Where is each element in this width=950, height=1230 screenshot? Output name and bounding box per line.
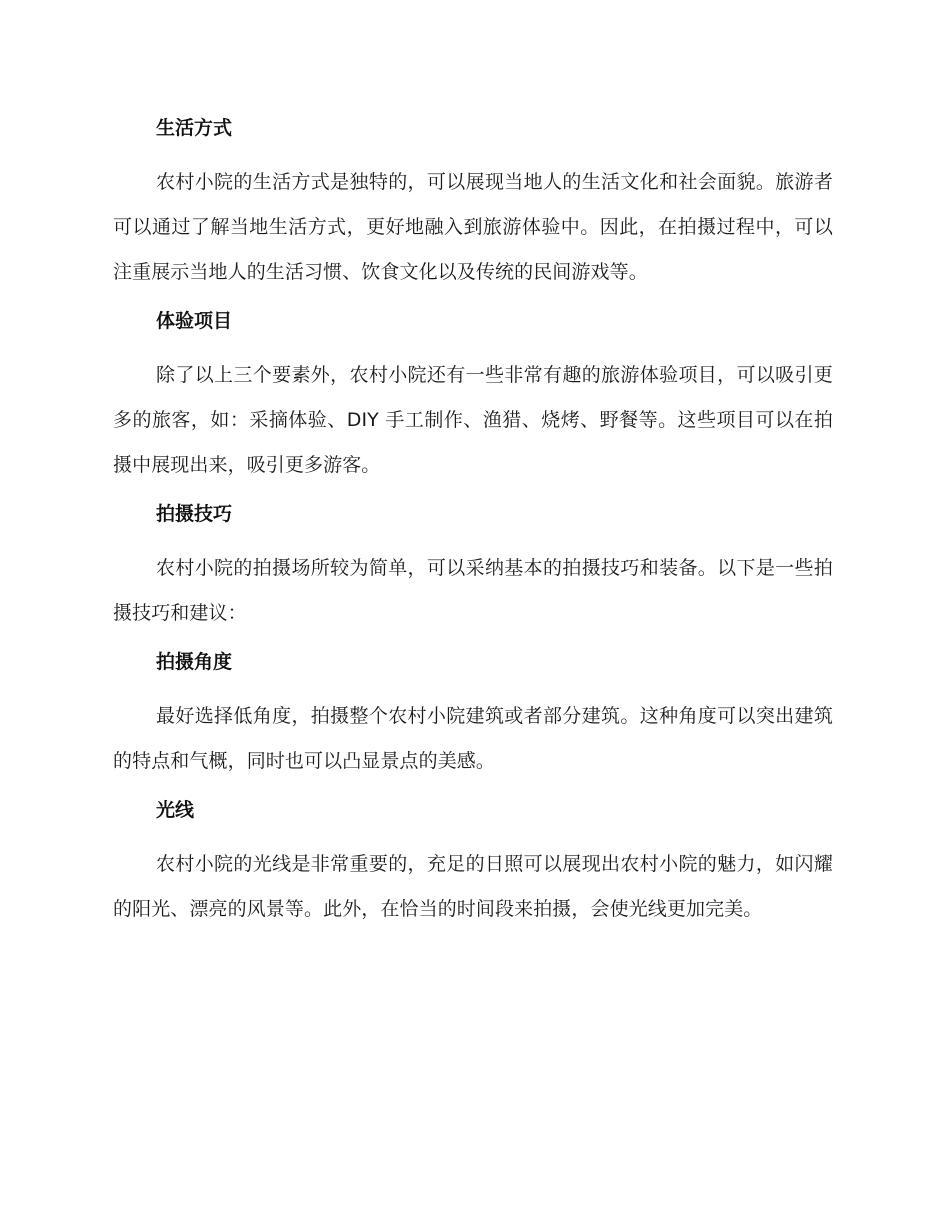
section-heading: 体验项目 [156,310,233,332]
section-shooting-angle [113,646,833,784]
section-heading: 拍摄角度 [156,651,233,673]
section-shooting-tips [113,498,833,636]
section-lifestyle [113,112,833,295]
section-paragraph: 除了以上三个要素外，农村小院还有一些非常有趣的旅游体验项目，可以吸引更多的旅客，如：采摘体验、DIY 手工制作、渔猎、烧烤、野餐等。这些项目可以在拍摄中展现出来，吸引更多游客。 [113,364,833,476]
section-heading: 生活方式 [156,117,233,139]
section-lighting [113,794,833,932]
section-experience-projects [113,305,833,488]
section-paragraph: 农村小院的光线是非常重要的，充足的日照可以展现出农村小院的魅力，如闪耀的阳光、漂亮的风景等。此外，在恰当的时间段来拍摄，会使光线更加完美。 [113,853,833,920]
section-paragraph: 农村小院的生活方式是独特的，可以展现当地人的生活文化和社会面貌。旅游者可以通过了解当地生活方式，更好地融入到旅游体验中。因此，在拍摄过程中，可以注重展示当地人的生活习惯、饮食文化以及传统的民间游戏等。 [113,171,833,283]
section-heading: 光线 [156,799,195,821]
document-page [113,112,833,942]
section-heading: 拍摄技巧 [156,503,233,525]
section-paragraph: 最好选择低角度，拍摄整个农村小院建筑或者部分建筑。这种角度可以突出建筑的特点和气概，同时也可以凸显景点的美感。 [113,705,833,772]
section-paragraph: 农村小院的拍摄场所较为简单，可以采纳基本的拍摄技巧和装备。以下是一些拍摄技巧和建议： [113,557,833,624]
